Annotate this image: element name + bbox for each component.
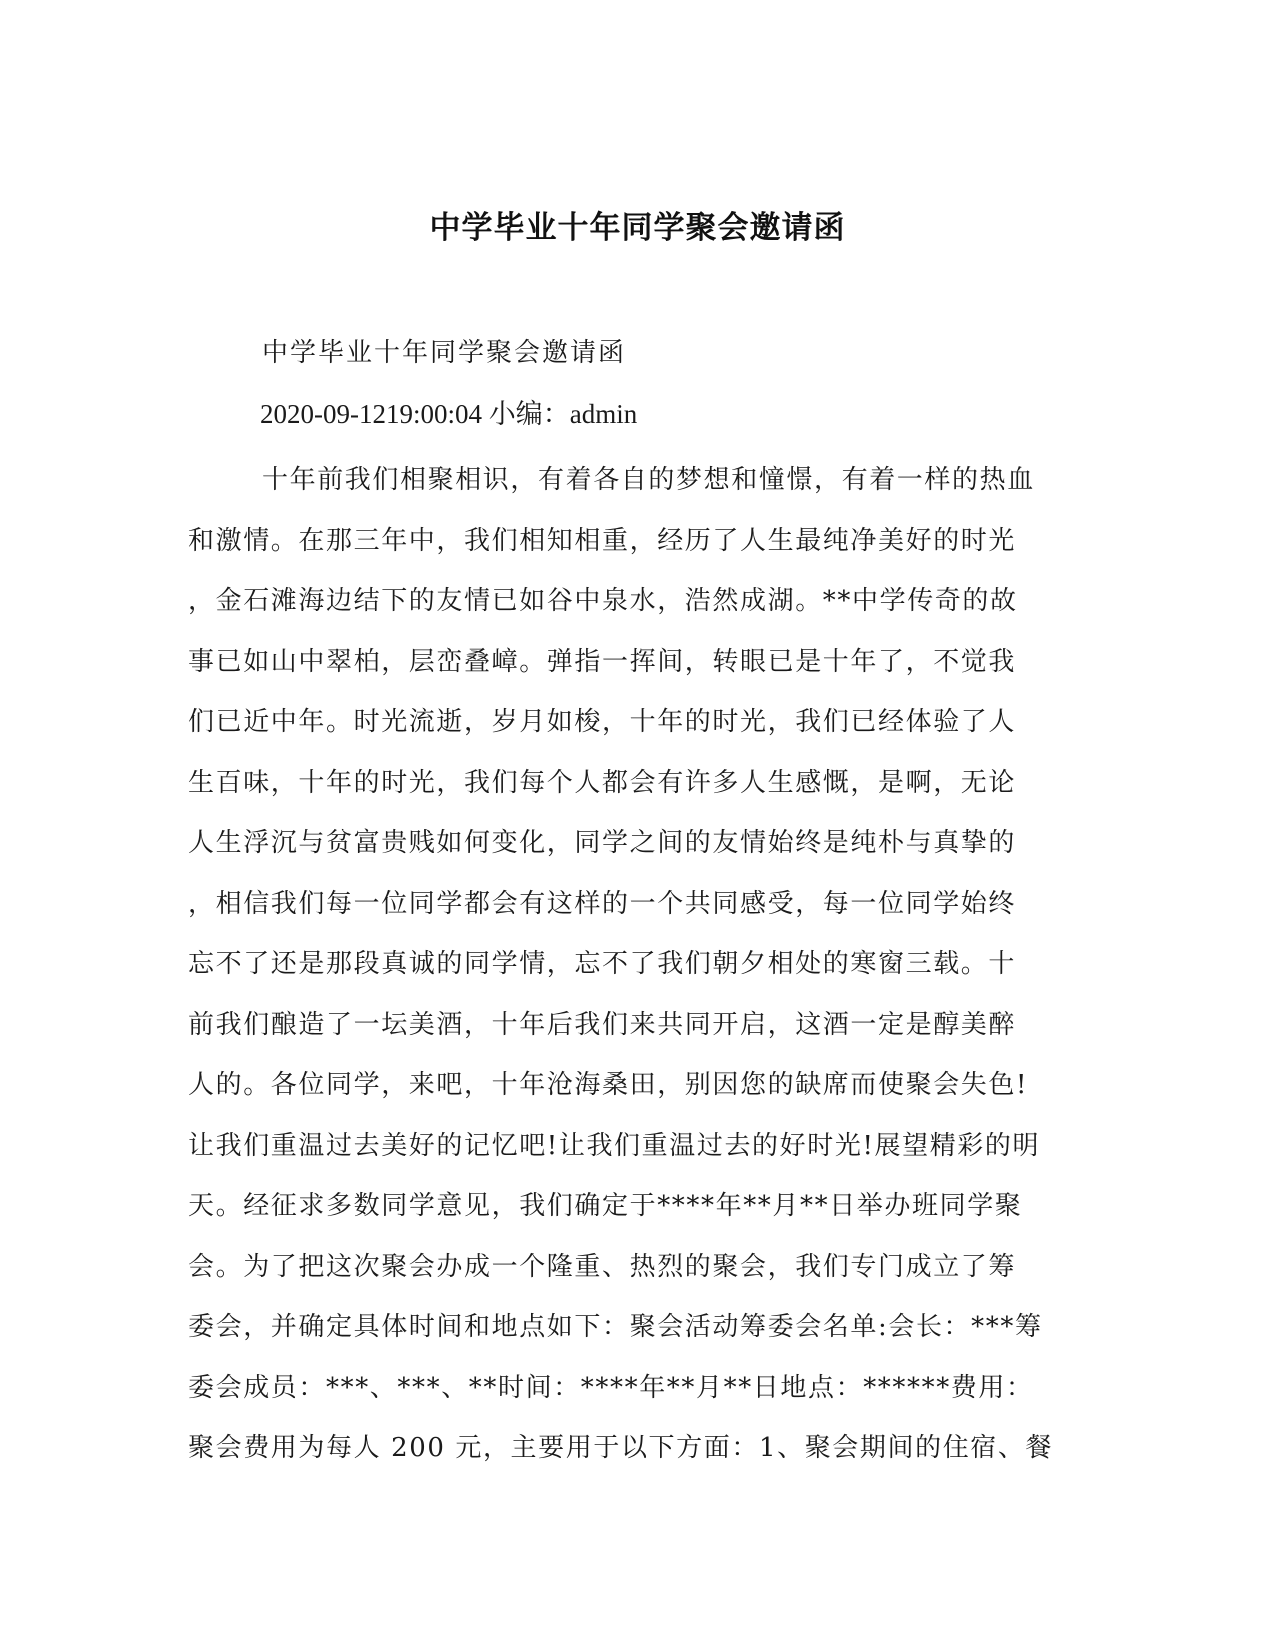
body-line: 们已近中年。时光流逝，岁月如梭，十年的时光，我们已经体验了人 bbox=[188, 707, 1017, 737]
body-line: 天。经征求多数同学意见，我们确定于****年**月**日举办班同学聚 bbox=[188, 1191, 1023, 1221]
body-line: 委会，并确定具体时间和地点如下：聚会活动筹委会名单:会长：***筹 bbox=[188, 1312, 1043, 1342]
article-body bbox=[188, 450, 1088, 1479]
body-line: ，相信我们每一位同学都会有这样的一个共同感受，每一位同学始终 bbox=[188, 888, 1017, 919]
body-line: 人的。各位同学，来吧，十年沧海桑田，别因您的缺席而使聚会失色! bbox=[188, 1070, 1029, 1100]
body-line: 让我们重温过去美好的记忆吧!让我们重温过去的好时光!展望精彩的明 bbox=[188, 1130, 1041, 1161]
body-line: 会。为了把这次聚会办成一个隆重、热烈的聚会，我们专门成立了筹 bbox=[188, 1251, 1017, 1282]
body-line: 忘不了还是那段真诚的同学情，忘不了我们朝夕相处的寒窗三载。十 bbox=[188, 949, 1017, 979]
article-meta: 2020-09-1219:00:04 小编：admin bbox=[260, 399, 638, 429]
page-title: 中学毕业十年同学聚会邀请函 bbox=[429, 210, 846, 246]
body-line: 事已如山中翠柏，层峦叠嶂。弹指一挥间，转眼已是十年了，不觉我 bbox=[188, 646, 1017, 677]
body-line: 人生浮沉与贫富贵贱如何变化，同学之间的友情始终是纯朴与真挚的 bbox=[188, 828, 1017, 858]
body-line: ，金石滩海边结下的友情已如谷中泉水，浩然成湖。**中学传奇的故 bbox=[188, 586, 1018, 616]
body-line: 十年前我们相聚相识，有着各自的梦想和憧憬，有着一样的热血 bbox=[262, 465, 1035, 495]
body-line: 聚会费用为每人 200 元，主要用于以下方面：1、聚会期间的住宿、餐 bbox=[188, 1433, 1054, 1463]
body-line: 和激情。在那三年中，我们相知相重，经历了人生最纯净美好的时光 bbox=[188, 525, 1017, 556]
body-line: 生百味，十年的时光，我们每个人都会有许多人生感慨，是啊，无论 bbox=[188, 767, 1017, 798]
body-line: 委会成员：***、***、**时间：****年**月**日地点：******费用： bbox=[188, 1372, 1034, 1403]
body-line: 前我们酿造了一坛美酒，十年后我们来共同开启，这酒一定是醇美醉 bbox=[188, 1009, 1017, 1040]
article-subtitle: 中学毕业十年同学聚会邀请函 bbox=[262, 338, 627, 368]
